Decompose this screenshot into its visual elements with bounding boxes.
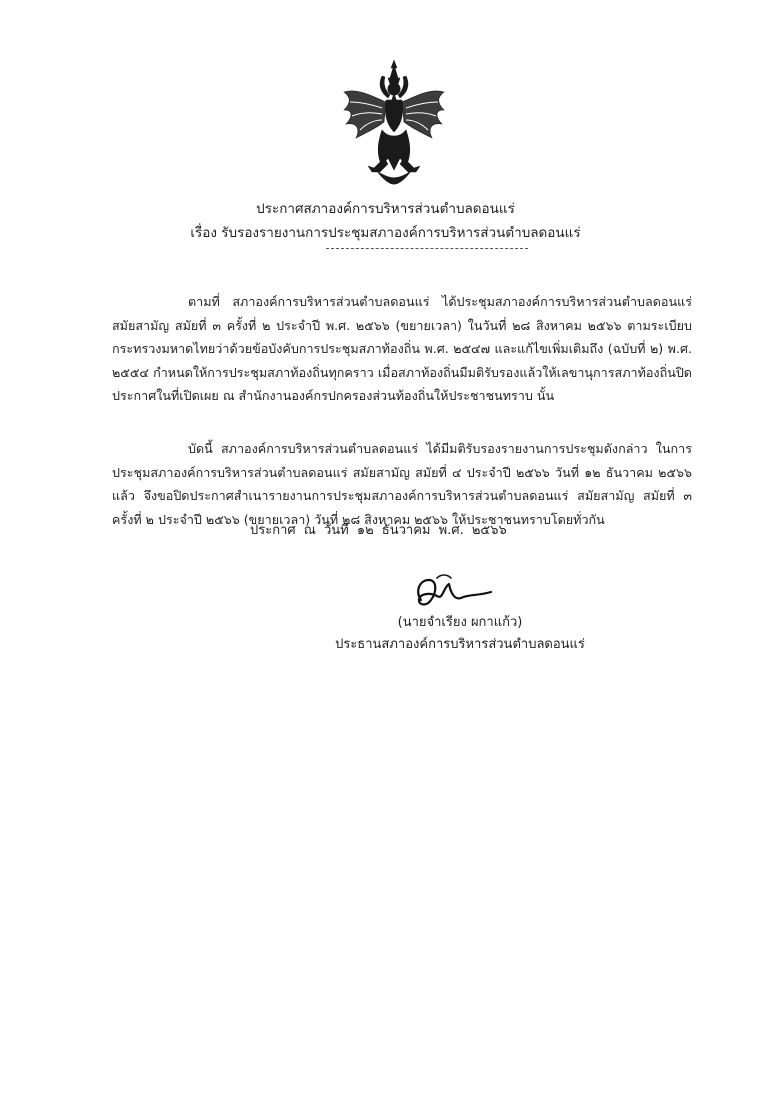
signer-position: ประธานสภาองค์การบริหารส่วนตำบลดอนแร่ [335, 637, 585, 652]
body-paragraph-2: บัดนี้ สภาองค์การบริหารส่วนตำบลดอนแร่ ได้มีมติรับรองรายงานการประชุมดังกล่าว ในการประชุมสภาองค์การบริหารส่วนตำบลดอนแร่ สมัยสามัญ สมัยที่ ๔ ประจำปี ๒๕๖๖ วันที่ ๑๒ ธันวาคม ๒๕๖๖ แล้ว จึงขอปิดประกาศสำเนารายงานการประชุมสภาองค์การบริหารส่วนตำบลดอนแร่ สมัยสามัญ สมัยที่ ๓ ครั้งที่ ๒ ประจำปี ๒๕๖๖ (ขยายเวลา) วันที่ ๒๘ สิงหาคม ๒๕๖๖ ให้ประชาชนทราบโดยทั่วกัน [112, 441, 692, 527]
announcement-subject: เรื่อง รับรองรายงานการประชุมสภาองค์การบริหารส่วนตำบลดอนแร่ [190, 225, 581, 241]
signer-name: (นายจำเรียง ผกาแก้ว) [397, 615, 523, 630]
handwritten-signature [407, 570, 497, 618]
announcement-date-line: ประกาศ ณ วันที่ ๑๒ ธันวาคม พ.ศ. ๒๕๖๖ [250, 523, 507, 538]
title-divider [326, 248, 528, 249]
body-paragraph-1: ตามที่ สภาองค์การบริหารส่วนตำบลดอนแร่ ได้ประชุมสภาองค์การบริหารส่วนตำบลดอนแร่ สมัยสามัญ สมัยที่ ๓ ครั้งที่ ๒ ประจำปี พ.ศ. ๒๕๖๖ (ขยายเวลา) ในวันที่ ๒๘ สิงหาคม ๒๕๖๖ ตามระเบียบกระทรวงมหาดไทยว่าด้วยข้อบังคับการประชุมสภาท้องถิ่น พ.ศ. ๒๕๔๗ และแก้ไขเพิ่มเติมถึง (ฉบับที่ ๒) พ.ศ. ๒๕๕๔ กำหนดให้การประชุมสภาท้องถิ่นทุกคราว เมื่อสภาท้องถิ่นมีมติรับรองแล้วให้เลขานุการสภาท้องถิ่นปิดประกาศในที่เปิดเผย ณ สำนักงานองค์กรปกครองส่วนท้องถิ่นให้ประชาชนทราบ นั้น [112, 294, 692, 403]
garuda-emblem-icon [338, 58, 450, 186]
announcement-title: ประกาศสภาองค์การบริหารส่วนตำบลดอนแร่ [256, 201, 515, 217]
